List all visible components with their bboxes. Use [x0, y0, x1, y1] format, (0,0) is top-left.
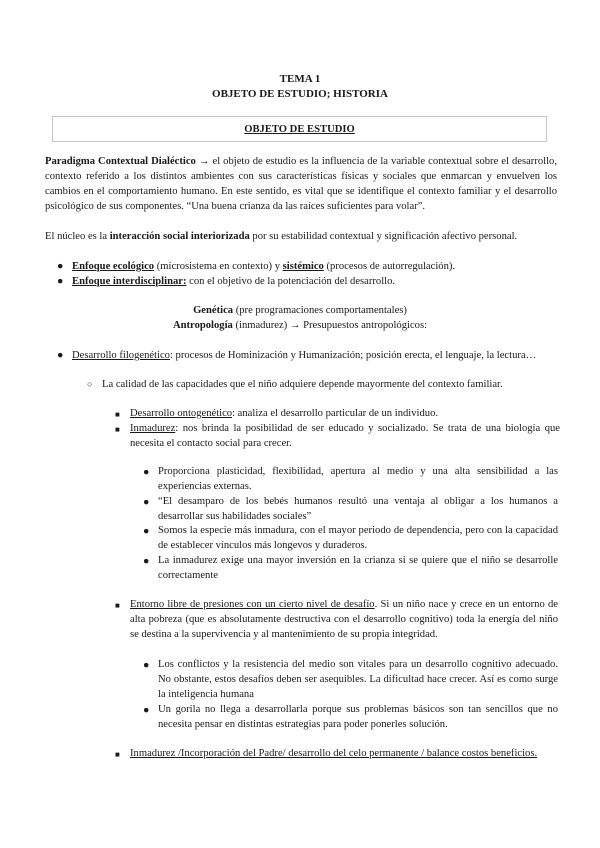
enfoque-text: con el objetivo de la potenciación del desarrollo. [186, 276, 396, 287]
paradigma-paragraph [45, 154, 557, 214]
enfoque-text2: (procesos de autorregulación). [323, 261, 456, 272]
ontogenetico-term: Desarrollo ontogenético [130, 408, 233, 419]
enfoque-term2: sistémico [282, 261, 324, 272]
section-title: OBJETO DE ESTUDIO [244, 124, 355, 135]
enfoque-text: (microsistema en contexto) y [154, 261, 283, 272]
paradigma-term: Paradigma Contextual Dialéctico [45, 156, 196, 167]
disc-icon: ● [143, 660, 150, 671]
enfoque-term: Enfoque interdisciplinar: [72, 276, 187, 287]
enfoque-item [72, 259, 572, 274]
nucleo-post: por su estabilidad contextual y significación afectivo personal. [249, 231, 518, 242]
inmadurez-bullet: “El desamparo de los bebés humanos resultó una ventaja al obligar a los humanos a desarrollar sus habilidades sociales” [158, 496, 558, 522]
enfoque-item [72, 274, 572, 289]
filogenetico-text: : procesos de Hominización y Humanización; posición erecta, el lenguaje, la lectura… [169, 350, 537, 361]
paradigma-text: el objeto de estudio es la influencia de la variable contextual sobre el desarrollo, contexto referido a los distintos ambientes con sus características físicas y sociales que enmarcan y envuelven los cambios en el comportamiento humano. En este sentido, es vital que se identifique el contexto familiar y el desarrollo psicológico de sus componentes. “Una buena crianza da las raíces suficientes para volar”. [45, 156, 557, 212]
ontogenetico-item [130, 406, 570, 421]
square-icon: ■ [115, 410, 120, 419]
disc-icon: ● [143, 467, 150, 478]
disc-icon: ● [143, 497, 150, 508]
entorno-text: . Si un niño nace y crece en un entorno de alta pobreza (que es absolutamente destructiva con el desarrollo cognitivo) toda la energía del niño se destina a la supervivencia y al mantenimiento de su propia integridad. [130, 599, 558, 640]
genetica-line [0, 303, 600, 318]
genetica-text: (pre programaciones comportamentales) [233, 305, 407, 316]
inmadurez-bullet: Proporciona plasticidad, flexibilidad, apertura al medio y una alta sensibilidad a las experiencias externas. [158, 466, 558, 492]
antropologia-bold: Antropología [172, 320, 233, 331]
filogenetico-term: Desarrollo filogenético [72, 350, 170, 361]
square-icon: ■ [115, 601, 120, 610]
inmadurez-bullet: Somos la especie más inmadura, con el mayor periodo de dependencia, pero con la capacidad de establecer vínculos más longevos y duraderos. [158, 525, 558, 551]
paradigma-arrow: → [198, 156, 210, 167]
entorno-item [130, 597, 558, 642]
square-icon: ■ [115, 425, 120, 434]
inmadurez-item [130, 421, 560, 451]
enfoque-term: Enfoque ecológico [72, 261, 155, 272]
inmadurez-term: Inmadurez [130, 423, 176, 434]
inmadurez-bullet: La inmadurez exige una mayor inversión en la crianza si se quiere que el niño se desarrolle correctamente [158, 555, 558, 581]
disc-icon: ● [143, 556, 150, 567]
tema-title: TEMA 1 [279, 73, 321, 85]
nucleo-bold: interacción social interiorizada [109, 231, 250, 242]
circle-icon: ○ [87, 379, 93, 389]
antropologia-text: (inmadurez) → Presupuestos antropológicos: [232, 320, 428, 331]
genetica-bold: Genética [193, 305, 234, 316]
nucleo-pre: El núcleo es la [45, 231, 110, 242]
page-subtitle: OBJETO DE ESTUDIO; HISTORIA [212, 88, 388, 100]
disc-icon: ● [57, 350, 64, 361]
inmadurez-text: : nos brinda la posibilidad de ser educado y socializado. Se trata de una biología que necesita el contacto social para crecer. [130, 423, 560, 449]
entorno-bullet: Los conflictos y la resistencia del medio son vitales para un desarrollo cognitivo adecuado. No obstante, estos desafíos deben ser asequibles. La dificultad hace crecer. Así es como surge la inteligencia humana [158, 659, 558, 700]
nucleo-paragraph [45, 229, 565, 244]
disc-icon: ● [143, 705, 150, 716]
filogenetico-item [72, 348, 572, 363]
calidad-text: La calidad de las capacidades que el niño adquiere depende mayormente del contexto familiar. [102, 379, 503, 390]
disc-icon: ● [143, 526, 150, 537]
disc-icon: ● [57, 261, 64, 272]
last-item: Inmadurez /Incorporación del Padre/ desarrollo del celo permanente / balance costos beneficios. [130, 748, 538, 759]
ontogenetico-text: : analiza el desarrollo particular de un individuo. [232, 408, 439, 419]
antropologia-line [0, 318, 600, 333]
disc-icon: ● [57, 276, 64, 287]
square-icon: ■ [115, 750, 120, 759]
entorno-bullet: Un gorila no llega a desarrollarla porque sus problemas básicos son tan sencillos que no necesita pensar en distintas estrategias para poder ponerles solución. [158, 704, 558, 730]
entorno-term: Entorno libre de presiones con un cierto nivel de desafío [130, 599, 375, 610]
